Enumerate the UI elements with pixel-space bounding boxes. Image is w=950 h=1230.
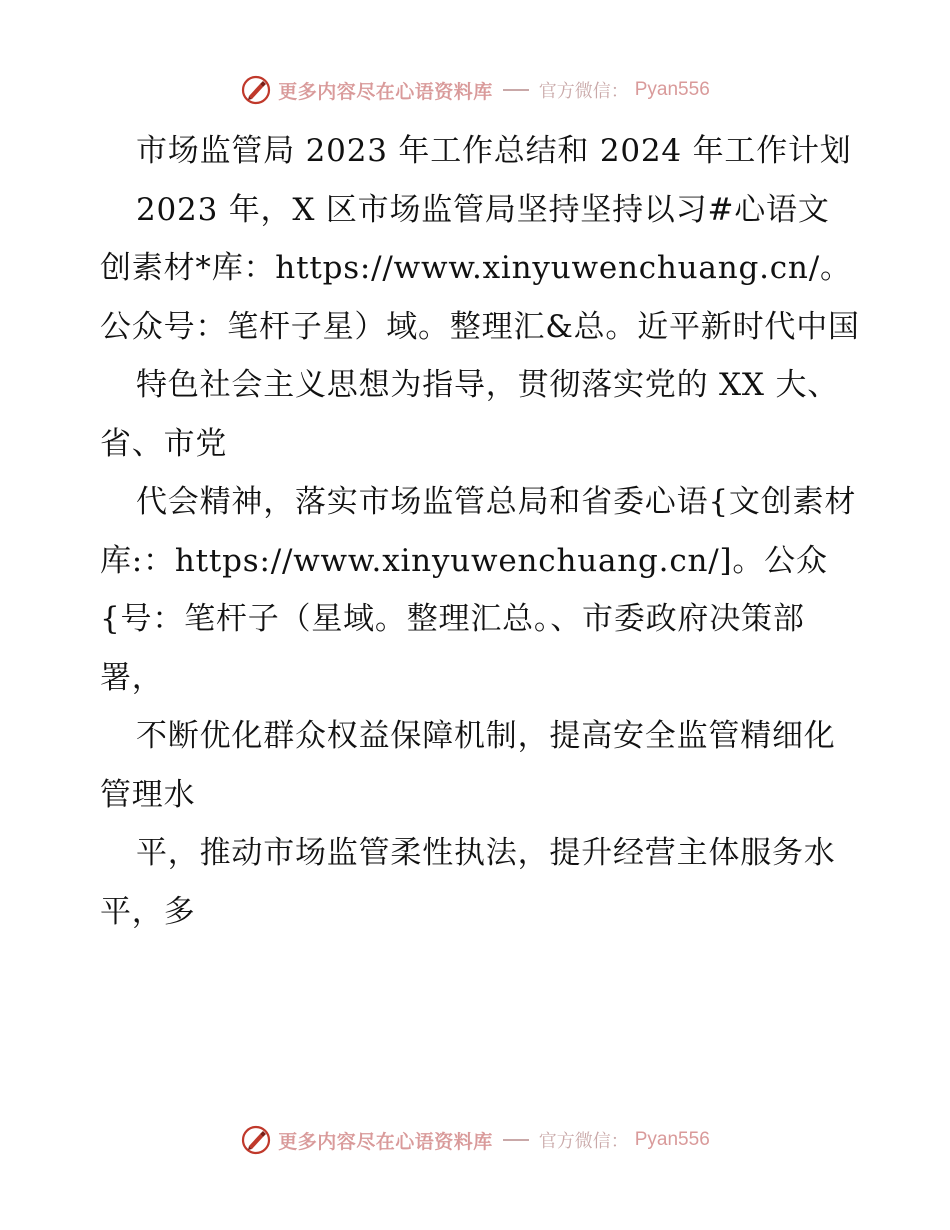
footer-banner[interactable] xyxy=(0,1120,950,1160)
paragraph-3: 代会精神，落实市场监管总局和省委心语{文创素材库:：https://www.xinyuwenchuang.cn/]。公众{号：笔杆子（星域。整理汇总。、市委政府决策部署， xyxy=(100,484,857,696)
footer-banner-content xyxy=(240,1124,710,1156)
document-title: 市场监管局 2023 年工作总结和 2024 年工作计划 xyxy=(136,133,852,169)
pen-logo-icon xyxy=(240,1124,272,1156)
header-slogan: 更多内容尽在心语资料库 xyxy=(278,80,493,103)
pen-logo-icon xyxy=(240,74,272,106)
header-wechat-id: Pyan556 xyxy=(634,79,710,100)
header-dash-separator xyxy=(503,89,529,91)
paragraph-4: 不断优化群众权益保障机制，提高安全监管精细化管理水 xyxy=(100,718,836,813)
footer-wechat-label: 官方微信： xyxy=(538,1131,629,1152)
footer-slogan: 更多内容尽在心语资料库 xyxy=(278,1130,493,1153)
footer-dash-separator xyxy=(503,1139,529,1141)
header-wechat-label: 官方微信： xyxy=(538,81,629,102)
paragraph-5: 平，推动市场监管柔性执法，提升经营主体服务水平，多 xyxy=(100,835,836,930)
footer-wechat-id: Pyan556 xyxy=(634,1129,710,1150)
header-banner-content xyxy=(240,74,710,106)
document-body xyxy=(100,122,860,941)
header-banner[interactable] xyxy=(0,70,950,110)
paragraph-2: 特色社会主义思想为指导，贯彻落实党的 XX 大、省、市党 xyxy=(100,367,840,462)
paragraph-1: 2023 年，X 区市场监管局坚持坚持以习#心语文创素材*库：https://www.xinyuwenchuang.cn/。公众号：笔杆子星）域。整理汇&总。近平新时代中国 xyxy=(100,191,860,345)
